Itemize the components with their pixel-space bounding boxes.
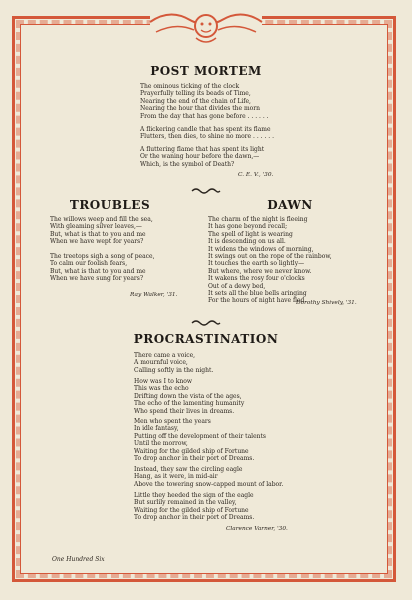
dawn-author: Dorothy Shively, '31. (296, 300, 357, 306)
dawn-stanza-1: The charm of the night is fleeing It has gone beyond recall; The spell of light is wearing It is descending on us all. It widens the windows of morning, It swings out on the rope of the rainbow, It touches the earth so lightly— But where, where we never know. It wakens the rosy four o'clocks Out of a dewy bed, It sets all the blue bells aringing For the hours of night have fled. (208, 216, 332, 305)
procrastination-stanza-4: Instead, they saw the circling eagle Hang, as it were, in mid-air Above the towering snow-capped mount of labor. (134, 466, 284, 488)
page-number-label: One Hundred Six (52, 556, 105, 563)
procrastination-stanza-3: Men who spent the years In idle fantasy, Putting off the development of their talents Until the morrow, Waiting for the gilded ship of Fortune To drop anchor in their port of Dreams. (134, 418, 266, 463)
procrastination-stanza-1: There came a voice, A mournful voice, Calling softly in the night. (134, 352, 214, 374)
procrastination-title: PROCRASTINATION (133, 332, 279, 346)
post-mortem-stanza-1: The ominous ticking of the clock Prayerfully telling its beads of Time, Nearing the end of the chain of Life, Nearing the hour that divides the morn From the day that has gone before . . . . . . (140, 83, 269, 120)
post-mortem-author: C. E. V., '30. (238, 172, 274, 178)
troubles-author: Ray Walker, '31. (130, 292, 178, 298)
procrastination-author: Clarence Varner, '30. (226, 526, 288, 532)
post-mortem-title: POST MORTEM (150, 64, 262, 78)
procrastination-stanza-5: Little they heeded the sign of the eagle But surlily remained in the valley, Waiting for the gilded ship of Fortune To drop anchor in their port of Dreams. (134, 492, 255, 522)
dawn-title: DAWN (267, 198, 313, 212)
procrastination-stanza-2: How was I to know This was the echo Drifting down the vista of the ages, The echo of the lamenting humanity Who spend their lives in dreams. (134, 378, 245, 415)
top-crest-ornament (0, 0, 412, 60)
troubles-title: TROUBLES (69, 198, 151, 212)
post-mortem-stanza-3: A fluttering flame that has spent its light Or the waning hour before the dawn,— Which, is the symbol of Death? (140, 146, 265, 168)
post-mortem-stanza-2: A flickering candle that has spent its flame Flutters, then dies, to shine no more . . . . . . (140, 126, 274, 141)
troubles-stanza-2: The treetops sigh a song of peace, To calm our foolish fears, But, what is that to you and me When we have sung for years? (50, 253, 155, 283)
troubles-stanza-1: The willows weep and fill the sea, With gleaming silver leaves,— But, what is that to you and me When we have wept for years? (50, 216, 153, 246)
separator-flourish-1 (190, 186, 222, 196)
separator-flourish-2 (190, 318, 222, 328)
